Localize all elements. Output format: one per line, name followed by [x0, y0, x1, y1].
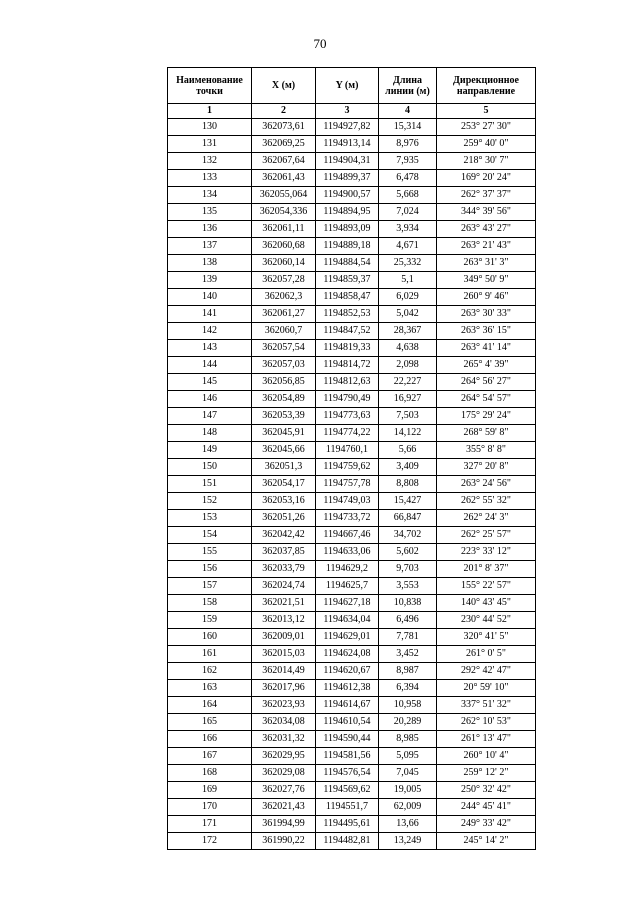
cell-y: 1194551,7	[316, 799, 379, 816]
cell-y: 1194913,14	[316, 136, 379, 153]
cell-point-name: 139	[168, 272, 252, 289]
cell-y: 1194774,22	[316, 425, 379, 442]
cell-line-length: 7,024	[379, 204, 437, 221]
cell-line-length: 5,668	[379, 187, 437, 204]
table-row	[168, 476, 536, 493]
header-direction: Дирекционное направление	[437, 68, 536, 104]
cell-direction: 262° 10' 53"	[437, 714, 536, 731]
cell-y: 1194889,18	[316, 238, 379, 255]
table-row	[168, 357, 536, 374]
table-row	[168, 731, 536, 748]
cell-x: 362073,61	[252, 119, 316, 136]
cell-x: 361994,99	[252, 816, 316, 833]
cell-point-name: 166	[168, 731, 252, 748]
cell-point-name: 141	[168, 306, 252, 323]
column-number-row	[168, 104, 536, 119]
cell-point-name: 168	[168, 765, 252, 782]
cell-line-length: 13,249	[379, 833, 437, 850]
cell-y: 1194893,09	[316, 221, 379, 238]
cell-x: 362051,26	[252, 510, 316, 527]
header-x: X (м)	[252, 68, 316, 104]
table-row	[168, 816, 536, 833]
table-row	[168, 187, 536, 204]
cell-point-name: 145	[168, 374, 252, 391]
cell-x: 362034,08	[252, 714, 316, 731]
cell-direction: 262° 37' 37"	[437, 187, 536, 204]
cell-y: 1194625,7	[316, 578, 379, 595]
cell-line-length: 8,987	[379, 663, 437, 680]
cell-direction: 262° 55' 32"	[437, 493, 536, 510]
cell-direction: 344° 39' 56"	[437, 204, 536, 221]
cell-point-name: 138	[168, 255, 252, 272]
cell-point-name: 148	[168, 425, 252, 442]
cell-line-length: 6,394	[379, 680, 437, 697]
cell-line-length: 3,452	[379, 646, 437, 663]
table-row	[168, 527, 536, 544]
cell-line-length: 5,042	[379, 306, 437, 323]
cell-y: 1194858,47	[316, 289, 379, 306]
table-row	[168, 425, 536, 442]
cell-line-length: 2,098	[379, 357, 437, 374]
table-row	[168, 833, 536, 850]
header-line-length: Длина линии (м)	[379, 68, 437, 104]
cell-y: 1194790,49	[316, 391, 379, 408]
page-number: 70	[313, 36, 327, 51]
cell-point-name: 132	[168, 153, 252, 170]
cell-line-length: 13,66	[379, 816, 437, 833]
table-row	[168, 612, 536, 629]
cell-y: 1194629,2	[316, 561, 379, 578]
cell-point-name: 150	[168, 459, 252, 476]
cell-y: 1194894,95	[316, 204, 379, 221]
cell-line-length: 8,976	[379, 136, 437, 153]
cell-y: 1194884,54	[316, 255, 379, 272]
cell-y: 1194904,31	[316, 153, 379, 170]
table-row	[168, 459, 536, 476]
cell-direction: 263° 36' 15"	[437, 323, 536, 340]
table-row	[168, 697, 536, 714]
table-row	[168, 578, 536, 595]
table-row	[168, 323, 536, 340]
cell-y: 1194590,44	[316, 731, 379, 748]
cell-line-length: 8,985	[379, 731, 437, 748]
cell-x: 362023,93	[252, 697, 316, 714]
table-row	[168, 255, 536, 272]
cell-line-length: 22,227	[379, 374, 437, 391]
cell-x: 362061,27	[252, 306, 316, 323]
table-row	[168, 544, 536, 561]
cell-y: 1194927,82	[316, 119, 379, 136]
cell-x: 362017,96	[252, 680, 316, 697]
cell-direction: 230° 44' 52"	[437, 612, 536, 629]
cell-point-name: 158	[168, 595, 252, 612]
cell-y: 1194495,61	[316, 816, 379, 833]
cell-y: 1194819,33	[316, 340, 379, 357]
cell-x: 362054,89	[252, 391, 316, 408]
table-row	[168, 136, 536, 153]
cell-y: 1194759,62	[316, 459, 379, 476]
cell-x: 362061,43	[252, 170, 316, 187]
cell-y: 1194859,37	[316, 272, 379, 289]
cell-y: 1194482,81	[316, 833, 379, 850]
cell-line-length: 7,503	[379, 408, 437, 425]
cell-line-length: 10,958	[379, 697, 437, 714]
cell-point-name: 163	[168, 680, 252, 697]
cell-direction: 263° 43' 27"	[437, 221, 536, 238]
cell-y: 1194624,08	[316, 646, 379, 663]
column-number: 4	[379, 104, 437, 119]
cell-point-name: 171	[168, 816, 252, 833]
cell-x: 362045,66	[252, 442, 316, 459]
cell-line-length: 6,496	[379, 612, 437, 629]
cell-y: 1194629,01	[316, 629, 379, 646]
cell-direction: 245° 14' 2"	[437, 833, 536, 850]
cell-x: 362067,64	[252, 153, 316, 170]
table-row	[168, 374, 536, 391]
cell-line-length: 15,427	[379, 493, 437, 510]
cell-y: 1194814,72	[316, 357, 379, 374]
cell-point-name: 165	[168, 714, 252, 731]
cell-point-name: 157	[168, 578, 252, 595]
cell-x: 362014,49	[252, 663, 316, 680]
cell-y: 1194760,1	[316, 442, 379, 459]
cell-x: 362042,42	[252, 527, 316, 544]
cell-y: 1194733,72	[316, 510, 379, 527]
cell-point-name: 153	[168, 510, 252, 527]
cell-y: 1194667,46	[316, 527, 379, 544]
cell-point-name: 149	[168, 442, 252, 459]
cell-point-name: 143	[168, 340, 252, 357]
table-row	[168, 782, 536, 799]
cell-line-length: 7,045	[379, 765, 437, 782]
table-row	[168, 493, 536, 510]
table-row	[168, 408, 536, 425]
cell-direction: 263° 31' 3"	[437, 255, 536, 272]
cell-y: 1194581,56	[316, 748, 379, 765]
cell-line-length: 14,122	[379, 425, 437, 442]
cell-line-length: 9,703	[379, 561, 437, 578]
cell-line-length: 28,367	[379, 323, 437, 340]
table-row	[168, 289, 536, 306]
cell-point-name: 160	[168, 629, 252, 646]
cell-line-length: 20,289	[379, 714, 437, 731]
table-row	[168, 221, 536, 238]
cell-x: 362056,85	[252, 374, 316, 391]
cell-point-name: 169	[168, 782, 252, 799]
column-number: 2	[252, 104, 316, 119]
table-row	[168, 340, 536, 357]
cell-line-length: 10,838	[379, 595, 437, 612]
cell-line-length: 3,409	[379, 459, 437, 476]
cell-point-name: 147	[168, 408, 252, 425]
cell-direction: 218° 30' 7"	[437, 153, 536, 170]
cell-y: 1194847,52	[316, 323, 379, 340]
table-row	[168, 561, 536, 578]
cell-direction: 259° 40' 0"	[437, 136, 536, 153]
cell-x: 362062,3	[252, 289, 316, 306]
cell-x: 362057,28	[252, 272, 316, 289]
cell-direction: 320° 41' 5"	[437, 629, 536, 646]
cell-line-length: 34,702	[379, 527, 437, 544]
cell-line-length: 5,1	[379, 272, 437, 289]
cell-direction: 262° 24' 3"	[437, 510, 536, 527]
cell-x: 362060,68	[252, 238, 316, 255]
cell-x: 362029,95	[252, 748, 316, 765]
cell-x: 362055,064	[252, 187, 316, 204]
cell-direction: 140° 43' 45"	[437, 595, 536, 612]
table-row	[168, 595, 536, 612]
cell-x: 362057,03	[252, 357, 316, 374]
table-header-row	[168, 68, 536, 104]
header-y: Y (м)	[316, 68, 379, 104]
cell-y: 1194576,54	[316, 765, 379, 782]
table-row	[168, 510, 536, 527]
cell-y: 1194569,62	[316, 782, 379, 799]
cell-y: 1194852,53	[316, 306, 379, 323]
table-row	[168, 646, 536, 663]
cell-x: 362054,17	[252, 476, 316, 493]
cell-y: 1194620,67	[316, 663, 379, 680]
cell-x: 362009,01	[252, 629, 316, 646]
cell-line-length: 6,478	[379, 170, 437, 187]
cell-line-length: 5,095	[379, 748, 437, 765]
cell-point-name: 151	[168, 476, 252, 493]
cell-y: 1194900,57	[316, 187, 379, 204]
cell-y: 1194749,03	[316, 493, 379, 510]
cell-point-name: 172	[168, 833, 252, 850]
cell-direction: 265° 4' 39"	[437, 357, 536, 374]
cell-y: 1194773,63	[316, 408, 379, 425]
cell-x: 362024,74	[252, 578, 316, 595]
cell-direction: 250° 32' 42"	[437, 782, 536, 799]
cell-direction: 260° 9' 46"	[437, 289, 536, 306]
cell-x: 362060,7	[252, 323, 316, 340]
table-row	[168, 238, 536, 255]
cell-point-name: 164	[168, 697, 252, 714]
cell-direction: 223° 33' 12"	[437, 544, 536, 561]
cell-direction: 263° 21' 43"	[437, 238, 536, 255]
table-row	[168, 799, 536, 816]
cell-line-length: 15,314	[379, 119, 437, 136]
cell-x: 362021,51	[252, 595, 316, 612]
cell-direction: 259° 12' 2"	[437, 765, 536, 782]
cell-line-length: 7,781	[379, 629, 437, 646]
cell-direction: 249° 33' 42"	[437, 816, 536, 833]
table-row	[168, 442, 536, 459]
cell-direction: 263° 30' 33"	[437, 306, 536, 323]
cell-x: 362061,11	[252, 221, 316, 238]
cell-x: 362021,43	[252, 799, 316, 816]
table-row	[168, 204, 536, 221]
cell-direction: 355° 8' 8"	[437, 442, 536, 459]
column-number: 3	[316, 104, 379, 119]
cell-line-length: 5,66	[379, 442, 437, 459]
column-number: 5	[437, 104, 536, 119]
cell-point-name: 140	[168, 289, 252, 306]
cell-direction: 337° 51' 32"	[437, 697, 536, 714]
cell-x: 362053,16	[252, 493, 316, 510]
cell-point-name: 142	[168, 323, 252, 340]
cell-line-length: 3,934	[379, 221, 437, 238]
cell-point-name: 135	[168, 204, 252, 221]
cell-y: 1194899,37	[316, 170, 379, 187]
cell-x: 362037,85	[252, 544, 316, 561]
cell-direction: 260° 10' 4"	[437, 748, 536, 765]
cell-direction: 264° 56' 27"	[437, 374, 536, 391]
cell-y: 1194627,18	[316, 595, 379, 612]
cell-point-name: 159	[168, 612, 252, 629]
table-row	[168, 765, 536, 782]
cell-y: 1194812,63	[316, 374, 379, 391]
cell-x: 362069,25	[252, 136, 316, 153]
cell-x: 362054,336	[252, 204, 316, 221]
cell-direction: 175° 29' 24"	[437, 408, 536, 425]
cell-point-name: 170	[168, 799, 252, 816]
cell-x: 362031,32	[252, 731, 316, 748]
header-point-name: Наименование точки	[168, 68, 252, 104]
coordinates-table	[167, 67, 536, 850]
cell-x: 362045,91	[252, 425, 316, 442]
cell-x: 362029,08	[252, 765, 316, 782]
cell-direction: 292° 42' 47"	[437, 663, 536, 680]
cell-direction: 261° 13' 47"	[437, 731, 536, 748]
cell-line-length: 7,935	[379, 153, 437, 170]
cell-y: 1194614,67	[316, 697, 379, 714]
table-row	[168, 391, 536, 408]
cell-point-name: 130	[168, 119, 252, 136]
cell-line-length: 6,029	[379, 289, 437, 306]
table-row	[168, 119, 536, 136]
cell-direction: 264° 54' 57"	[437, 391, 536, 408]
cell-point-name: 131	[168, 136, 252, 153]
cell-point-name: 156	[168, 561, 252, 578]
cell-point-name: 134	[168, 187, 252, 204]
cell-direction: 327° 20' 8"	[437, 459, 536, 476]
cell-x: 362015,03	[252, 646, 316, 663]
cell-line-length: 66,847	[379, 510, 437, 527]
cell-line-length: 3,553	[379, 578, 437, 595]
cell-x: 362027,76	[252, 782, 316, 799]
cell-line-length: 4,671	[379, 238, 437, 255]
table-row	[168, 680, 536, 697]
cell-line-length: 62,009	[379, 799, 437, 816]
cell-line-length: 16,927	[379, 391, 437, 408]
cell-direction: 263° 41' 14"	[437, 340, 536, 357]
cell-x: 362057,54	[252, 340, 316, 357]
cell-point-name: 152	[168, 493, 252, 510]
cell-x: 362053,39	[252, 408, 316, 425]
cell-point-name: 146	[168, 391, 252, 408]
cell-line-length: 8,808	[379, 476, 437, 493]
cell-y: 1194610,54	[316, 714, 379, 731]
cell-point-name: 154	[168, 527, 252, 544]
table-row	[168, 306, 536, 323]
cell-direction: 261° 0' 5"	[437, 646, 536, 663]
cell-x: 362060,14	[252, 255, 316, 272]
table-body	[168, 119, 536, 850]
cell-direction: 263° 24' 56"	[437, 476, 536, 493]
cell-y: 1194633,06	[316, 544, 379, 561]
cell-x: 362013,12	[252, 612, 316, 629]
cell-direction: 20° 59' 10"	[437, 680, 536, 697]
cell-y: 1194757,78	[316, 476, 379, 493]
cell-point-name: 155	[168, 544, 252, 561]
cell-direction: 169° 20' 24"	[437, 170, 536, 187]
cell-direction: 262° 25' 57"	[437, 527, 536, 544]
cell-direction: 244° 45' 41"	[437, 799, 536, 816]
cell-direction: 155° 22' 57"	[437, 578, 536, 595]
column-number: 1	[168, 104, 252, 119]
cell-y: 1194634,04	[316, 612, 379, 629]
table-row	[168, 170, 536, 187]
cell-point-name: 161	[168, 646, 252, 663]
cell-x: 362051,3	[252, 459, 316, 476]
cell-point-name: 133	[168, 170, 252, 187]
cell-direction: 201° 8' 37"	[437, 561, 536, 578]
table-row	[168, 272, 536, 289]
cell-line-length: 25,332	[379, 255, 437, 272]
table-row	[168, 748, 536, 765]
table-row	[168, 153, 536, 170]
cell-y: 1194612,38	[316, 680, 379, 697]
cell-point-name: 144	[168, 357, 252, 374]
table-row	[168, 629, 536, 646]
cell-direction: 349° 50' 9"	[437, 272, 536, 289]
cell-line-length: 5,602	[379, 544, 437, 561]
cell-point-name: 162	[168, 663, 252, 680]
cell-point-name: 136	[168, 221, 252, 238]
cell-x: 362033,79	[252, 561, 316, 578]
cell-point-name: 167	[168, 748, 252, 765]
cell-x: 361990,22	[252, 833, 316, 850]
cell-line-length: 19,005	[379, 782, 437, 799]
cell-point-name: 137	[168, 238, 252, 255]
cell-line-length: 4,638	[379, 340, 437, 357]
table-row	[168, 663, 536, 680]
cell-direction: 253° 27' 30"	[437, 119, 536, 136]
cell-direction: 268° 59' 8"	[437, 425, 536, 442]
table-row	[168, 714, 536, 731]
